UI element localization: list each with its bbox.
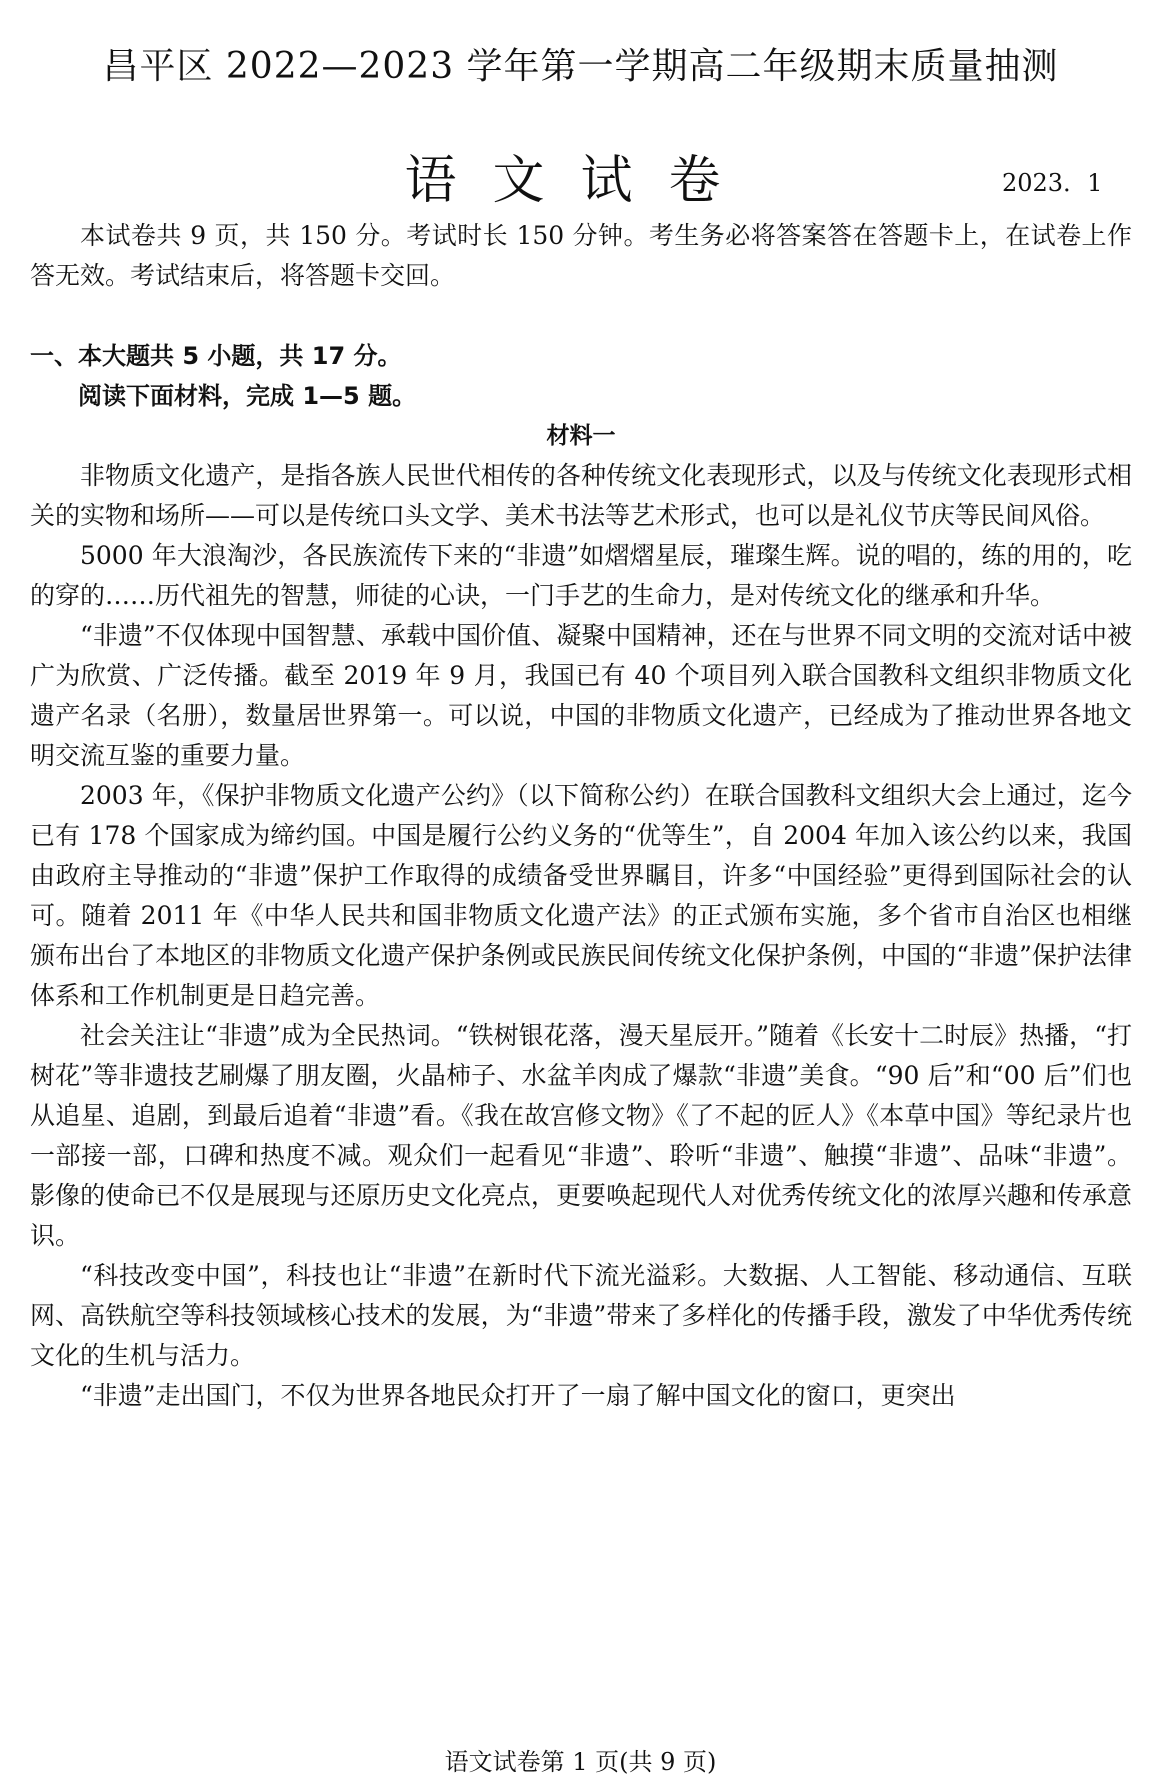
exam-date: 2023．1 bbox=[1002, 169, 1103, 197]
exam-instructions: 本试卷共 9 页，共 150 分。考试时长 150 分钟。考生务必将答案答在答题卡上，在试卷上作答无效。考试结束后，将答题卡交回。 bbox=[30, 221, 1132, 290]
section-instruction: 阅读下面材料，完成 1—5 题。 bbox=[78, 382, 417, 410]
exam-title: 昌平区 2022—2023 学年第一学期高二年级期末质量抽测 bbox=[102, 46, 1059, 87]
material-paragraph: 非物质文化遗产，是指各族人民世代相传的各种传统文化表现形式，以及与传统文化表现形式相关的实物和场所——可以是传统口头文学、美术书法等艺术形式，也可以是礼仪节庆等民间风俗。 bbox=[30, 461, 1132, 530]
material-paragraph: 5000 年大浪淘沙，各民族流传下来的“非遗”如熠熠星辰，璀璨生辉。说的唱的，练的用的，吃的穿的……历代祖先的智慧，师徒的心诀，一门手艺的生命力，是对传统文化的继承和升华。 bbox=[30, 541, 1132, 610]
exam-content bbox=[30, 216, 1132, 1416]
material-title: 材料一 bbox=[546, 423, 616, 449]
material-paragraph: “科技改变中国”，科技也让“非遗”在新时代下流光溢彩。大数据、人工智能、移动通信、互联网、高铁航空等科技领域核心技术的发展，为“非遗”带来了多样化的传播手段，激发了中华优秀传统文化的生机与活力。 bbox=[30, 1261, 1132, 1370]
subject-title: 语文试卷 bbox=[404, 151, 757, 211]
material-paragraph: 2003 年，《保护非物质文化遗产公约》（以下简称公约）在联合国教科文组织大会上通过，迄今已有 178 个国家成为缔约国。中国是履行公约义务的“优等生”，自 2004 年加入该公约以来，我国由政府主导推动的“非遗”保护工作取得的成绩备受世界瞩目，许多“中国经验”更得到国际社会的认可。随着 2011 年《中华人民共和国非物质文化遗产法》的正式颁布实施，多个省市自治区也相继颁布出台了本地区的非物质文化遗产保护条例或民族民间传统文化保护条例，中国的“非遗”保护法律体系和工作机制更是日趋完善。 bbox=[30, 781, 1132, 1010]
page-footer: 语文试卷第 1 页(共 9 页) bbox=[444, 1748, 717, 1776]
material-paragraph: “非遗”走出国门，不仅为世界各地民众打开了一扇了解中国文化的窗口，更突出 bbox=[80, 1381, 956, 1410]
material-paragraph: 社会关注让“非遗”成为全民热词。“铁树银花落，漫天星辰开。”随着《长安十二时辰》热播，“打树花”等非遗技艺刷爆了朋友圈，火晶柿子、水盆羊肉成了爆款“非遗”美食。“90 后”和“00 后”们也从追星、追剧，到最后追着“非遗”看。《我在故宫修文物》《了不起的匠人》《本草中国》等纪录片也一部接一部，口碑和热度不减。观众们一起看见“非遗”、聆听“非遗”、触摸“非遗”、品味“非遗”。影像的使命已不仅是展现与还原历史文化亮点，更要唤起现代人对优秀传统文化的浓厚兴趣和传承意识。 bbox=[30, 1021, 1132, 1250]
material-paragraph: “非遗”不仅体现中国智慧、承载中国价值、凝聚中国精神，还在与世界不同文明的交流对话中被广为欣赏、广泛传播。截至 2019 年 9 月，我国已有 40 个项目列入联合国教科文组织非物质文化遗产名录（名册），数量居世界第一。可以说，中国的非物质文化遗产，已经成为了推动世界各地文明交流互鉴的重要力量。 bbox=[30, 621, 1132, 770]
section-heading: 一、本大题共 5 小题，共 17 分。 bbox=[30, 342, 402, 370]
